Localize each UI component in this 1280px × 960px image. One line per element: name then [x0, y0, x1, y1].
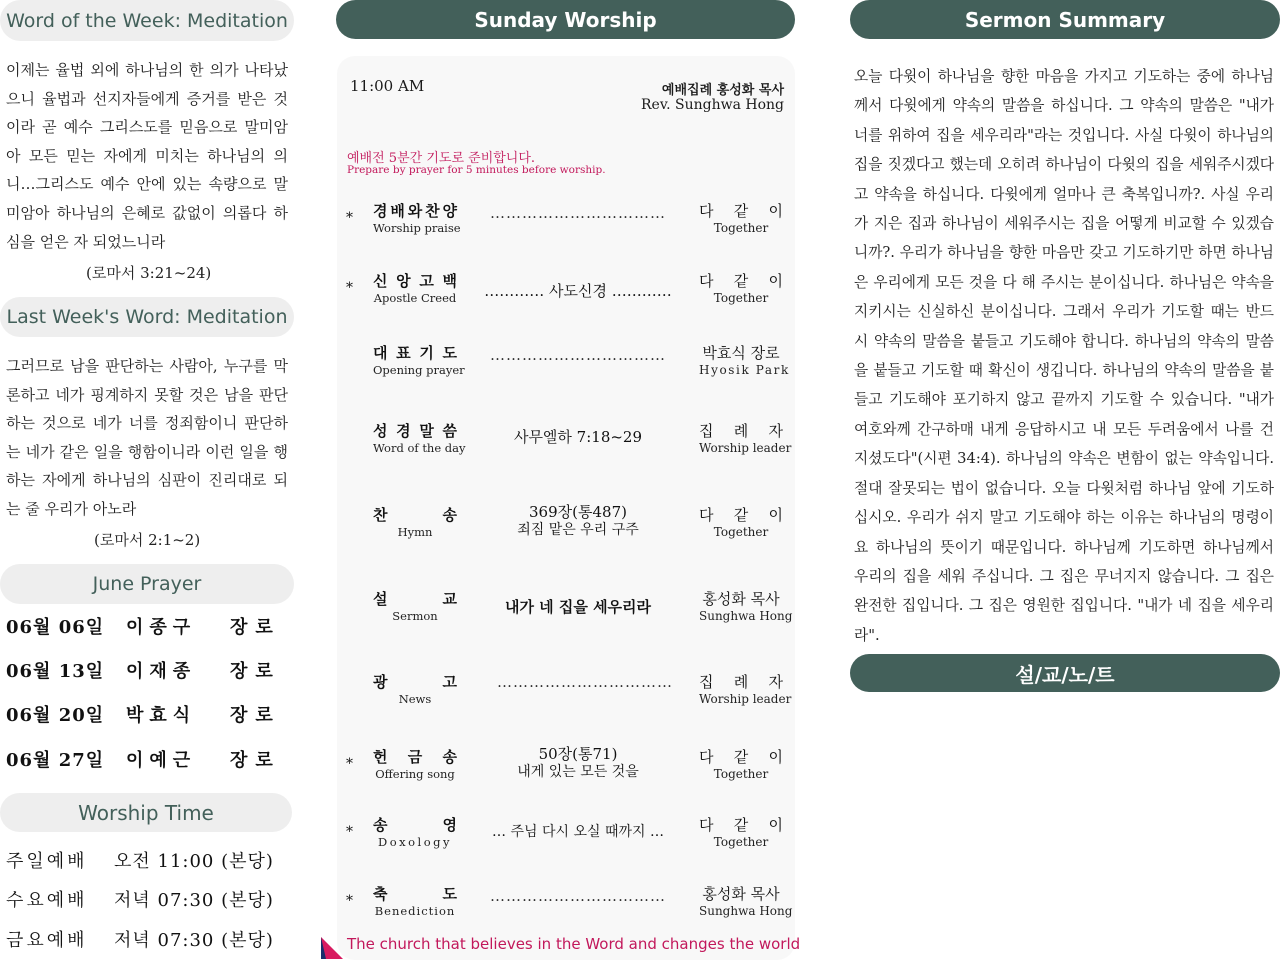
sermon-summary-text: 오늘 다윗이 하나님을 향한 마음을 가지고 기도하는 중에 하나님께서 다윗에게 약속의 말씀을 하십니다. 그 약속의 말씀은 "내가 너를 위하여 집을 세우리라"라는 것입니다. 사실 다윗이 하나님의 집을 짓겠다고 했는데 오히려 하나님이 다윗의 집을 세워주시겠다고 약속을 하십니다. 다윗에게 얼마나 큰 축복입니까?. 사실 우리가 지은 집과 하나님이 세워주시는 집을 어떻게 비교할 수 있겠습니까?. 우리가 하나님을 향한 마음만 갖고 기도하기만 하면 하나님은 우리에게 모든 것을 다 해 주시는 분이십니다. 하나님은 약속을 지키시는 신실하신 분이십니다. 그래서 우리가 기도할 때는 반드시 약속의 말씀을 붙들고 기도해야 합니다. 하나님의 약속의 말씀을 붙들고 기도할 때 확신이 생깁니다. 하나님의 약속의 말씀을 붙들고 기도해야 포기하지 않고 끝까지 기도할 수 있습니다. "내가 여호와께 간구하매 내게 응답하시고 내 모든 두려움에서 나를 건지셨도다"(시편 34:4). 하나님의 약속은 변함이 없는 약속입니다. 절대 잘못되는 법이 없습니다. 오늘 다윗처럼 하나님 앞에 기도하십시오. 우리가 쉬지 말고 기도해야 하는 이유는 하나님의 명령이요 하나님의 뜻이기 때문입니다. 하나님께 기도하면 하나님께서 우리의 집을 세워 주십니다. 그 집은 무너지지 않습니다. 그 집은 완전한 집입니다. 그 집은 영원한 집입니다. "내가 네 집을 세우리라".: [854, 68, 1274, 644]
last-week-text: 그러므로 남을 판단하는 사람아, 누구를 막론하고 네가 핑계하지 못할 것은 남을 판단하는 것으로 네가 너를 정죄함이니 판단하는 네가 같은 일을 행함이니라 이런 일을 행하는 자에게 하나님의 심판이 진리대로 되는 줄 우리가 아노라: [6, 357, 288, 518]
item-name-ko: 설 교: [373, 590, 457, 608]
item-leader: [699, 420, 792, 455]
item-name-en: Opening prayer: [373, 363, 465, 377]
prayer-name: 이재종: [126, 661, 197, 682]
last-week-title: Last Week's Word: Meditation: [0, 297, 294, 337]
item-name-ko: 경 배 와 찬 양: [373, 202, 457, 220]
last-week-reference: (로마서 2:1~2): [94, 531, 201, 549]
item-name: [373, 200, 461, 235]
item-leader-ko: 다 같 이: [699, 748, 783, 766]
item-leader-ko: 다 같 이: [699, 272, 783, 290]
item-name: [373, 270, 457, 305]
item-leader-en: Together: [713, 525, 769, 539]
item-name-en: Apostle Creed: [373, 291, 457, 305]
offering-hymn-number: 50장(통71): [538, 745, 618, 763]
item-leader: [699, 342, 790, 377]
stand-marker: *: [346, 893, 353, 909]
item-leader-en: Together: [713, 221, 769, 235]
sermon-notes-title: 설/교/노/트: [850, 654, 1280, 692]
stand-marker: *: [346, 280, 353, 296]
prayer-date: 06월 20일: [6, 705, 105, 726]
item-name-ko: 광 고: [373, 673, 457, 691]
service-time: 11:00 AM: [350, 77, 425, 95]
item-dots: ……………………………: [490, 204, 666, 222]
leader-ko: 예배집례 홍성화 목사: [661, 83, 784, 98]
item-leader-en: Hyosik Park: [699, 363, 790, 377]
prayer-title: 장로: [230, 661, 281, 682]
item-leader-ko: 집 례 자: [699, 673, 783, 691]
item-name-ko: 헌 금 송: [373, 748, 457, 766]
item-leader: [699, 200, 783, 235]
item-name-ko: 축 도: [373, 885, 457, 903]
prayer-title: 장로: [230, 750, 281, 771]
prep-notice-ko: 예배전 5분간 기도로 준비합니다.: [347, 151, 536, 166]
church-motto: The church that believes in the Word and changes the world: [347, 935, 801, 953]
service-time: 저녁 07:30 (본당): [114, 890, 274, 911]
item-name-ko: 신 앙 고 백: [373, 272, 457, 290]
item-dots: ……………………………: [497, 673, 673, 691]
item-leader: [699, 504, 783, 539]
service-name: 수요예배: [6, 890, 88, 911]
item-leader-ko: 다 같 이: [699, 202, 783, 220]
item-content: ………… 사도신경 …………: [484, 282, 672, 300]
item-name: [373, 342, 465, 377]
worship-time-row: [6, 925, 274, 953]
prayer-row: [6, 612, 281, 640]
item-leader-en: Sunghwa Hong: [699, 904, 793, 918]
sermon-summary-title: Sermon Summary: [850, 0, 1280, 39]
word-of-week-reference: (로마서 3:21~24): [86, 264, 212, 282]
item-dots: ……………………………: [490, 887, 666, 905]
prayer-row: [6, 700, 281, 728]
prayer-date: 06월 13일: [6, 661, 105, 682]
item-content: [480, 745, 676, 781]
item-leader-en: Worship leader: [699, 692, 792, 706]
stand-marker: *: [346, 824, 353, 840]
item-name: [373, 588, 457, 623]
prep-notice-en: Prepare by prayer for 5 minutes before worship.: [347, 164, 606, 176]
prayer-date: 06월 27일: [6, 750, 105, 771]
item-name: [373, 814, 457, 849]
item-name-en: Worship praise: [373, 221, 461, 235]
item-leader-en: Together: [713, 767, 769, 781]
service-name: 주일예배: [6, 851, 88, 872]
prayer-title: 장로: [230, 705, 281, 726]
leader-en: Rev. Sunghwa Hong: [641, 97, 784, 113]
service-name: 금요예배: [6, 930, 88, 951]
item-leader-ko: 홍성화 목사: [702, 590, 780, 608]
prayer-name: 박효식: [126, 705, 197, 726]
hymn-title: 죄짐 맡은 우리 구주: [517, 522, 639, 538]
hymn-number: 369장(통487): [529, 503, 627, 521]
item-leader-ko: 다 같 이: [699, 506, 783, 524]
item-name-en: Hymn: [397, 525, 433, 539]
item-leader-ko: 다 같 이: [699, 816, 783, 834]
worship-time-row: [6, 846, 274, 874]
item-name-ko: 송 영: [373, 816, 457, 834]
prayer-name: 이종구: [126, 617, 197, 638]
item-content: 사무엘하 7:18~29: [513, 428, 643, 446]
stand-marker: *: [346, 210, 353, 226]
corner-triangle-icon: [320, 936, 344, 960]
item-leader: [699, 814, 783, 849]
item-leader-en: Worship leader: [699, 441, 792, 455]
sermon-title: 내가 네 집을 세우리라: [504, 598, 652, 616]
offering-hymn-title: 내게 있는 모든 것을: [517, 764, 639, 780]
item-name-en: Doxology: [377, 835, 452, 849]
service-time: 오전 11:00 (본당): [114, 851, 274, 872]
item-leader-en: Together: [713, 291, 769, 305]
item-name-ko: 성 경 말 씀: [373, 422, 457, 440]
word-of-week-text: 이제는 율법 외에 하나님의 한 의가 나타났으니 율법과 선지자들에게 증거를 받은 것이라 곧 예수 그리스도를 믿음으로 말미암아 모든 믿는 자에게 미치는 하나님의 의니…그리스도 예수 안에 있는 속량으로 말미암아 하나님의 은혜로 값없이 의롭다 하심을 얻은 자 되었느니라: [6, 61, 288, 251]
service-time: 저녁 07:30 (본당): [114, 930, 274, 951]
item-name-en: Benediction: [374, 904, 456, 918]
worship-time-row: [6, 885, 274, 913]
item-leader: [699, 588, 793, 623]
item-leader: [699, 883, 793, 918]
item-leader-ko: 집 례 자: [699, 422, 783, 440]
prayer-date: 06월 06일: [6, 617, 105, 638]
item-leader: [699, 746, 783, 781]
item-dots: ……………………………: [490, 346, 666, 364]
item-name-en: Offering song: [375, 767, 455, 781]
prayer-row: [6, 656, 281, 684]
item-name-en: Word of the day: [373, 441, 466, 455]
item-leader-en: Sunghwa Hong: [699, 609, 793, 623]
word-of-week-title: Word of the Week: Meditation: [0, 0, 294, 41]
item-content: [480, 503, 676, 539]
item-name: [373, 504, 457, 539]
item-name-ko: 찬 송: [373, 506, 457, 524]
item-name-ko: 대 표 기 도: [373, 344, 457, 362]
item-name: [373, 746, 457, 781]
prayer-title: 장로: [230, 617, 281, 638]
prayer-name: 이예근: [126, 750, 197, 771]
item-leader-ko: 박효식 장로: [702, 344, 780, 362]
item-leader: [699, 270, 783, 305]
item-name: [373, 671, 457, 706]
prayer-row: [6, 745, 281, 773]
item-leader-ko: 홍성화 목사: [702, 885, 780, 903]
worship-time-title: Worship Time: [0, 793, 292, 832]
item-leader-en: Together: [713, 835, 769, 849]
item-content: … 주님 다시 오실 때까지 …: [492, 824, 664, 840]
sunday-worship-title: Sunday Worship: [336, 0, 795, 39]
item-name: [373, 420, 466, 455]
item-name-en: Sermon: [392, 609, 438, 623]
item-name-en: News: [398, 692, 432, 706]
stand-marker: *: [346, 756, 353, 772]
item-name: [373, 883, 457, 918]
item-leader: [699, 671, 792, 706]
june-prayer-title: June Prayer: [0, 564, 294, 604]
